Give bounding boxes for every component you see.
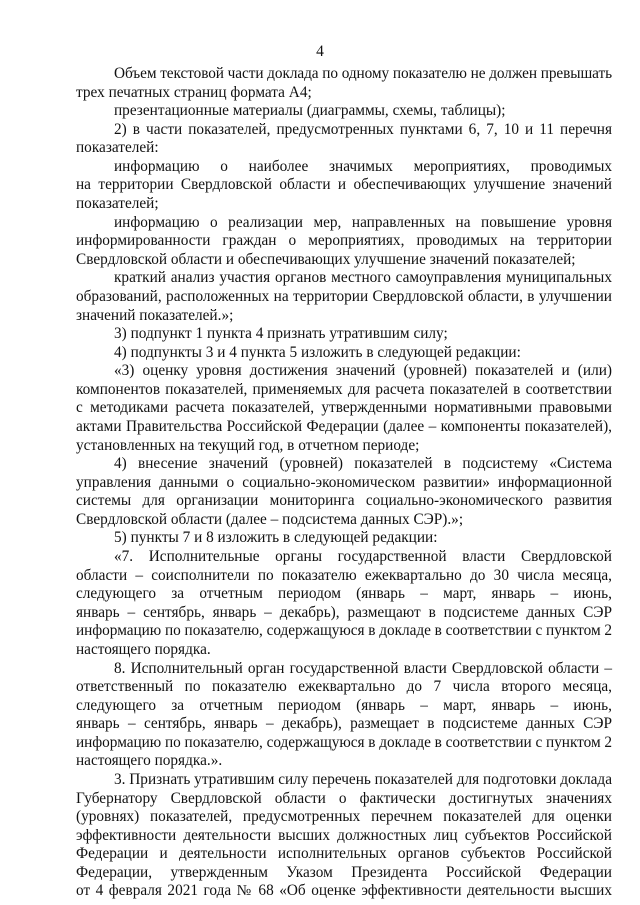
text-line: краткий анализ участия органов местного самоуправления муниципальных: [114, 269, 612, 287]
text-line: январь – сентябрь, январь – декабрь), размещают в подсистеме данных СЭР: [76, 603, 612, 621]
text-line: Губернатору Свердловской области о фактически достигнутых значениях: [76, 789, 612, 807]
text-line: с методиками расчета показателей, утвержденными нормативными правовыми: [76, 399, 612, 417]
text-line: показателей:: [76, 139, 159, 157]
text-line: управления данными о социально-экономическом развитии» информационной: [76, 473, 612, 491]
text-line: информацию о наиболее значимых мероприятиях, проводимых: [114, 157, 612, 175]
page-number: 4: [316, 43, 324, 60]
text-line: информацию о реализации мер, направленных на повышение уровня: [114, 213, 612, 231]
text-line: Федерации, утвержденным Указом Президента Российской Федерации: [76, 863, 612, 881]
text-line: ответственный по показателю ежеквартально до 7 числа второго месяца,: [76, 678, 612, 696]
text-line: 2) в части показателей, предусмотренных пунктами 6, 7, 10 и 11 перечня: [114, 120, 612, 138]
document-body: [76, 65, 612, 901]
text-line: информацию по показателю, содержащуюся в докладе в соответствии с пунктом 2: [76, 622, 612, 640]
text-line: (уровнях) показателей, предусмотренных перечнем показателей для оценки: [76, 808, 612, 826]
text-line: следующего за отчетным периодом (январь – март, январь – июнь,: [76, 696, 612, 714]
text-line: настоящего порядка.: [76, 640, 211, 658]
text-line: 3. Признать утратившим силу перечень показателей для подготовки доклада: [114, 770, 612, 788]
text-line: на территории Свердловской области и обеспечивающих улучшение значений: [76, 176, 612, 194]
text-line: образований, расположенных на территории Свердловской области, в улучшении: [76, 287, 612, 305]
text-line: «3) оценку уровня достижения значений (уровней) показателей и (или): [114, 362, 612, 380]
text-line: 4) подпункты 3 и 4 пункта 5 изложить в следующей редакции:: [114, 343, 521, 361]
text-line: от 4 февраля 2021 года № 68 «Об оценке эффективности деятельности высших: [76, 882, 612, 900]
text-line: установленных на текущий год, в отчетном периоде;: [76, 436, 420, 454]
text-line: Объем текстовой части доклада по одному показателю не должен превышать: [114, 65, 612, 82]
text-line: 5) пункты 7 и 8 изложить в следующей редакции:: [114, 529, 438, 547]
text-line: «7. Исполнительные органы государственной власти Свердловской: [114, 548, 612, 566]
text-line: 3) подпункт 1 пункта 4 признать утратившим силу;: [114, 325, 448, 343]
text-line: следующего за отчетным периодом (январь – март, январь – июнь,: [76, 585, 612, 603]
text-line: информированности граждан о мероприятиях, проводимых на территории: [76, 232, 612, 250]
text-line: Свердловской области (далее – подсистема данных СЭР).»;: [76, 510, 464, 528]
text-line: области – соисполнители по показателю ежеквартально до 30 числа месяца,: [76, 566, 612, 584]
text-line: информацию по показателю, содержащуюся в докладе в соответствии с пунктом 2: [76, 733, 612, 751]
text-line: Федерации и деятельности исполнительных органов субъектов Российской: [76, 845, 612, 863]
text-line: компонентов показателей, применяемых для расчета показателей в соответствии: [76, 380, 612, 398]
text-line: показателей;: [76, 195, 159, 213]
text-line: значений показателей.»;: [76, 306, 234, 324]
text-line: презентационные материалы (диаграммы, схемы, таблицы);: [114, 102, 506, 120]
text-line: трех печатных страниц формата А4;: [76, 83, 312, 101]
text-line: актами Правительства Российской Федерации (далее – компоненты показателей),: [76, 417, 612, 435]
text-line: настоящего порядка.».: [76, 752, 223, 770]
text-line: системы для организации мониторинга социально-экономического развития: [76, 492, 612, 510]
text-line: январь – сентябрь, январь – декабрь), размещает в подсистеме данных СЭР: [76, 715, 612, 733]
text-line: 8. Исполнительный орган государственной власти Свердловской области –: [114, 659, 612, 677]
text-line: 4) внесение значений (уровней) показателей в подсистему «Система: [114, 455, 612, 473]
text-line: Свердловской области и обеспечивающих улучшение значений показателей;: [76, 250, 576, 268]
text-line: эффективности деятельности высших должностных лиц субъектов Российской: [76, 826, 612, 844]
